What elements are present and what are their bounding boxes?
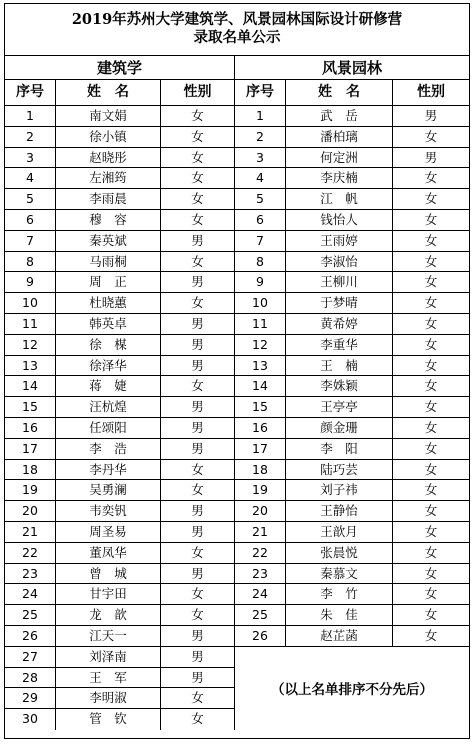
row-gender: 女 <box>160 460 234 480</box>
row-gender: 女 <box>392 356 469 376</box>
architecture-group-title: 建筑学 <box>5 56 234 80</box>
table-row <box>5 189 234 210</box>
row-gender: 男 <box>160 439 234 459</box>
row-number: 22 <box>252 544 268 560</box>
table-row <box>5 356 234 377</box>
table-row <box>235 168 469 189</box>
row-number: 11 <box>252 315 268 331</box>
row-name: 王 楠 <box>285 356 392 376</box>
header-gender: 性别 <box>392 80 469 105</box>
row-name: 李重华 <box>285 335 392 355</box>
table-row <box>5 272 234 293</box>
row-gender: 女 <box>160 210 234 230</box>
row-number: 26 <box>22 627 38 643</box>
row-gender: 女 <box>160 605 234 625</box>
row-number: 14 <box>252 378 268 394</box>
table-row <box>5 397 234 418</box>
table-row <box>235 522 469 543</box>
row-name: 颜金珊 <box>285 418 392 438</box>
row-name: 韦奕钒 <box>55 501 160 521</box>
row-gender: 男 <box>160 335 234 355</box>
row-gender: 男 <box>160 272 234 292</box>
row-number: 18 <box>22 461 38 477</box>
row-number: 2 <box>256 128 264 144</box>
row-gender: 女 <box>392 127 469 147</box>
row-gender: 女 <box>392 210 469 230</box>
row-name: 刘子祎 <box>285 480 392 500</box>
table-row <box>5 376 234 397</box>
table-row <box>235 501 469 522</box>
landscape-table-header <box>235 80 469 106</box>
row-number: 7 <box>256 232 264 248</box>
table-row <box>5 626 234 647</box>
table-row <box>235 626 469 647</box>
row-number: 24 <box>22 586 38 602</box>
row-number: 19 <box>252 482 268 498</box>
row-name: 陆巧芸 <box>285 460 392 480</box>
row-number: 30 <box>22 711 38 727</box>
row-gender: 女 <box>392 335 469 355</box>
table-row <box>235 314 469 335</box>
row-number: 17 <box>252 440 268 456</box>
row-name: 钱怡人 <box>285 210 392 230</box>
row-number: 21 <box>22 523 38 539</box>
row-number: 22 <box>22 544 38 560</box>
architecture-table-header <box>5 80 234 106</box>
row-number: 9 <box>256 274 264 290</box>
row-gender: 女 <box>392 564 469 584</box>
row-name: 蒋 婕 <box>55 376 160 396</box>
table-row <box>5 168 234 189</box>
table-row <box>235 564 469 585</box>
row-number: 23 <box>252 565 268 581</box>
row-gender: 女 <box>160 709 234 730</box>
row-name: 江 帆 <box>285 189 392 209</box>
row-name: 李淑怡 <box>285 252 392 272</box>
row-name: 曾 城 <box>55 564 160 584</box>
row-gender: 女 <box>392 231 469 251</box>
table-row <box>235 418 469 439</box>
row-name: 任颂阳 <box>55 418 160 438</box>
table-row <box>235 252 469 273</box>
table-row <box>5 439 234 460</box>
row-name: 李 浩 <box>55 439 160 459</box>
table-row <box>5 522 234 543</box>
row-gender: 女 <box>160 106 234 126</box>
table-row <box>235 460 469 481</box>
row-number: 18 <box>252 461 268 477</box>
row-name: 江天一 <box>55 626 160 646</box>
row-name: 周圣易 <box>55 522 160 542</box>
row-name: 周 正 <box>55 272 160 292</box>
row-gender: 女 <box>392 480 469 500</box>
row-number: 28 <box>22 669 38 685</box>
row-number: 16 <box>22 419 38 435</box>
table-row <box>5 210 234 231</box>
row-name: 王静怡 <box>285 501 392 521</box>
row-number: 27 <box>22 648 38 664</box>
row-name: 管 钦 <box>55 709 160 730</box>
row-gender: 女 <box>160 293 234 313</box>
table-row <box>5 252 234 273</box>
row-number: 2 <box>26 128 34 144</box>
row-gender: 女 <box>392 501 469 521</box>
title-line-1: 2019年苏州大学建筑学、风景园林国际设计研修营 <box>71 11 403 28</box>
row-gender: 男 <box>160 564 234 584</box>
row-name: 董凤华 <box>55 543 160 563</box>
table-row <box>5 605 234 626</box>
header-no: 序号 <box>16 84 44 100</box>
row-number: 20 <box>252 503 268 519</box>
row-number: 26 <box>252 627 268 643</box>
row-gender: 女 <box>392 584 469 604</box>
row-name: 王 军 <box>55 668 160 688</box>
row-name: 李姝颖 <box>285 376 392 396</box>
row-number: 6 <box>26 211 34 227</box>
row-number: 6 <box>256 211 264 227</box>
row-gender: 男 <box>160 397 234 417</box>
row-gender: 女 <box>392 189 469 209</box>
row-name: 王歆月 <box>285 522 392 542</box>
row-number: 24 <box>252 586 268 602</box>
table-row <box>5 231 234 252</box>
row-gender: 男 <box>392 106 469 126</box>
table-row <box>5 668 234 689</box>
row-gender: 女 <box>160 543 234 563</box>
row-number: 15 <box>252 399 268 415</box>
row-gender: 女 <box>392 397 469 417</box>
row-number: 10 <box>22 295 38 311</box>
architecture-table <box>5 56 234 730</box>
row-name: 朱 佳 <box>285 605 392 625</box>
row-number: 12 <box>22 336 38 352</box>
row-number: 1 <box>256 108 264 123</box>
row-gender: 女 <box>392 543 469 563</box>
row-number: 23 <box>22 565 38 581</box>
table-row <box>5 709 234 730</box>
row-gender: 男 <box>160 314 234 334</box>
row-name: 秦慕文 <box>285 564 392 584</box>
row-gender: 女 <box>160 168 234 188</box>
row-name: 秦英斌 <box>55 231 160 251</box>
table-row <box>5 314 234 335</box>
row-name: 李丹华 <box>55 460 160 480</box>
table-row <box>5 106 234 127</box>
row-gender: 女 <box>160 127 234 147</box>
row-number: 13 <box>252 357 268 373</box>
table-row <box>235 584 469 605</box>
row-name: 甘宇田 <box>55 584 160 604</box>
row-name: 武 岳 <box>285 106 392 126</box>
row-name: 李明淑 <box>55 688 160 708</box>
row-name: 李 阳 <box>285 439 392 459</box>
row-gender: 男 <box>160 501 234 521</box>
title-line-2: 录取名单公示 <box>193 29 281 46</box>
row-gender: 女 <box>160 584 234 604</box>
row-name: 汪杭煌 <box>55 397 160 417</box>
table-row <box>235 397 469 418</box>
table-row <box>235 543 469 564</box>
row-name: 赵晓彤 <box>55 148 160 168</box>
table-row <box>5 148 234 169</box>
table-row <box>235 148 469 169</box>
row-name: 徐 楳 <box>55 335 160 355</box>
table-row <box>5 543 234 564</box>
row-number: 19 <box>22 482 38 498</box>
row-name: 于梦晴 <box>285 293 392 313</box>
table-row <box>5 501 234 522</box>
table-row <box>5 460 234 481</box>
table-row <box>235 106 469 127</box>
row-gender: 女 <box>160 252 234 272</box>
row-gender: 女 <box>392 439 469 459</box>
row-gender: 女 <box>392 376 469 396</box>
table-row <box>5 127 234 148</box>
row-number: 16 <box>252 419 268 435</box>
document-title <box>5 4 469 56</box>
row-gender: 男 <box>160 418 234 438</box>
row-name: 赵芷菡 <box>285 626 392 646</box>
row-gender: 女 <box>392 168 469 188</box>
row-name: 徐泽华 <box>55 356 160 376</box>
table-row <box>5 293 234 314</box>
row-number: 4 <box>26 170 34 186</box>
row-number: 4 <box>256 170 264 186</box>
row-name: 龙 歆 <box>55 605 160 625</box>
table-row <box>5 584 234 605</box>
row-gender: 男 <box>160 626 234 646</box>
row-gender: 女 <box>392 460 469 480</box>
table-row <box>235 231 469 252</box>
table-row <box>235 210 469 231</box>
row-gender: 女 <box>392 626 469 646</box>
table-row <box>5 335 234 356</box>
table-row <box>235 335 469 356</box>
table-row <box>5 564 234 585</box>
row-gender: 男 <box>160 356 234 376</box>
row-number: 5 <box>26 191 34 207</box>
header-name: 姓 名 <box>285 80 392 105</box>
table-row <box>5 688 234 709</box>
row-number: 12 <box>252 336 268 352</box>
row-gender: 男 <box>392 148 469 168</box>
row-name: 徐小镇 <box>55 127 160 147</box>
row-number: 5 <box>256 191 264 207</box>
table-row <box>235 439 469 460</box>
row-name: 王亭亭 <box>285 397 392 417</box>
table-row <box>5 480 234 501</box>
row-number: 8 <box>256 253 264 269</box>
landscape-table <box>234 56 469 730</box>
row-number: 1 <box>26 108 34 123</box>
row-gender: 女 <box>160 148 234 168</box>
row-name: 杜晓蕙 <box>55 293 160 313</box>
header-gender: 性别 <box>160 80 234 105</box>
row-name: 王柳川 <box>285 272 392 292</box>
row-name: 吴勇澜 <box>55 480 160 500</box>
row-number: 21 <box>252 523 268 539</box>
row-gender: 女 <box>392 605 469 625</box>
row-name: 穆 容 <box>55 210 160 230</box>
header-no: 序号 <box>246 84 274 100</box>
table-row <box>235 293 469 314</box>
row-name: 李雨晨 <box>55 189 160 209</box>
table-row <box>235 605 469 626</box>
row-gender: 女 <box>160 688 234 708</box>
row-number: 14 <box>22 378 38 394</box>
row-name: 南文娟 <box>55 106 160 126</box>
row-name: 李庆楠 <box>285 168 392 188</box>
row-number: 20 <box>22 503 38 519</box>
landscape-group-title: 风景园林 <box>235 56 469 80</box>
row-name: 王雨婷 <box>285 231 392 251</box>
row-gender: 男 <box>160 647 234 667</box>
row-gender: 女 <box>160 189 234 209</box>
row-gender: 女 <box>392 314 469 334</box>
row-name: 何定洲 <box>285 148 392 168</box>
table-row <box>235 127 469 148</box>
order-note: （以上名单排序不分先后） <box>271 682 433 699</box>
row-number: 3 <box>256 149 264 165</box>
table-row <box>5 418 234 439</box>
row-number: 11 <box>22 315 38 331</box>
header-name: 姓 名 <box>55 80 160 105</box>
admission-list-sheet <box>4 3 470 739</box>
row-name: 李 竹 <box>285 584 392 604</box>
row-number: 3 <box>26 149 34 165</box>
row-number: 9 <box>26 274 34 290</box>
row-name: 马雨桐 <box>55 252 160 272</box>
table-row <box>235 356 469 377</box>
row-number: 17 <box>22 440 38 456</box>
row-number: 25 <box>22 607 38 623</box>
table-row <box>235 376 469 397</box>
row-name: 潘柏璃 <box>285 127 392 147</box>
row-name: 刘泽南 <box>55 647 160 667</box>
row-number: 15 <box>22 399 38 415</box>
landscape-rows <box>235 106 469 647</box>
table-row <box>235 272 469 293</box>
table-row <box>235 189 469 210</box>
row-gender: 女 <box>392 252 469 272</box>
table-row <box>235 480 469 501</box>
row-number: 8 <box>26 253 34 269</box>
row-gender: 女 <box>392 272 469 292</box>
row-gender: 女 <box>392 522 469 542</box>
row-number: 13 <box>22 357 38 373</box>
row-number: 10 <box>252 295 268 311</box>
row-gender: 男 <box>160 668 234 688</box>
row-gender: 女 <box>392 293 469 313</box>
table-row <box>5 647 234 668</box>
row-gender: 女 <box>160 376 234 396</box>
row-name: 张晨悦 <box>285 543 392 563</box>
row-gender: 女 <box>392 418 469 438</box>
row-name: 左湘筠 <box>55 168 160 188</box>
row-gender: 女 <box>160 480 234 500</box>
row-number: 29 <box>22 690 38 706</box>
row-number: 7 <box>26 232 34 248</box>
row-name: 韩英卓 <box>55 314 160 334</box>
row-gender: 男 <box>160 231 234 251</box>
row-gender: 男 <box>160 522 234 542</box>
row-number: 25 <box>252 607 268 623</box>
architecture-rows <box>5 106 234 730</box>
row-name: 黄希婷 <box>285 314 392 334</box>
